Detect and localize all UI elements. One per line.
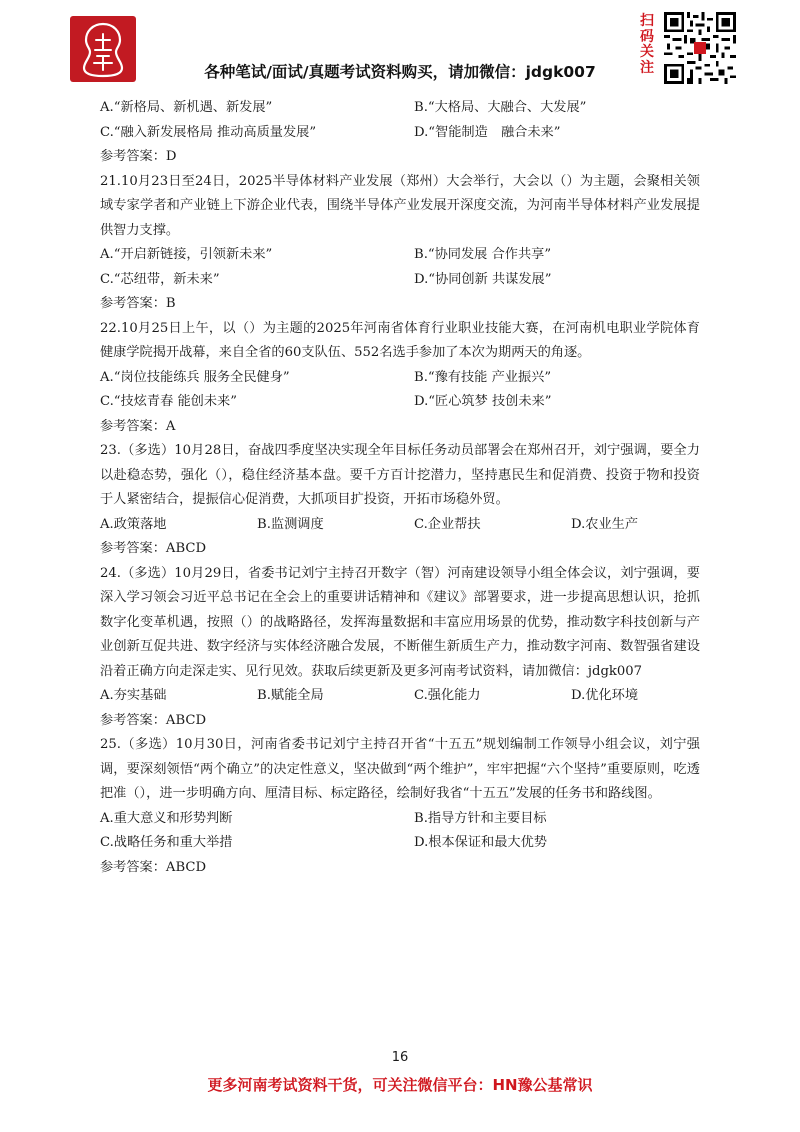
option-c: C.“芯纽带，新未来” [100, 271, 220, 287]
question-text: 24.（多选）10月29日，省委书记刘宁主持召开数字（智）河南建设领导小组全体会议，刘宁强调，要深入学习领会习近平总书记在全会上的重要讲话精神和《建议》部署要求，进一步提高思想认识，抢抓数字化变革机遇，按照（）的战略路径，发挥海量数据和丰富应用场景的优势，推动数字科技创新与产业创新互促共进、数字经济与实体经济融合发展，不断催生新质生产力，推动数字河南、数智强省建设沿着正确方向走深走实、见行见效。获取后续更新及更多河南考试资料，请加微信：jdgk007 [100, 565, 700, 679]
question-text: 21.10月23日至24日，2025半导体材料产业发展（郑州）大会举行，大会以（）为主题，会聚相关领域专家学者和产业链上下游企业代表，围绕半导体产业发展开深度交流，为河南半导体材料产业发展提供智力支撑。 [100, 173, 700, 238]
page-number: 16 [391, 1050, 409, 1065]
question-list [100, 96, 700, 880]
option-a: A.“开启新链接，引领新未来” [100, 247, 273, 262]
scan-label: 扫码关注 [640, 13, 654, 76]
answer: 参考答案：ABCD [100, 541, 207, 556]
answer: 参考答案：A [100, 418, 176, 434]
option-row [100, 268, 700, 293]
footer-promo: 更多河南考试资料干货，可关注微信平台：HN豫公基常识 [207, 1076, 593, 1094]
option-c: C.强化能力 [414, 688, 481, 703]
option-b: B.监测调度 [257, 516, 324, 532]
option-d: D.优化环境 [571, 688, 639, 703]
option-row [100, 684, 700, 709]
option-b: B.“协同发展 合作共享” [414, 247, 552, 262]
question-block [100, 96, 700, 170]
option-a: A.夯实基础 [100, 688, 167, 703]
answer: 参考答案：D [100, 149, 177, 164]
option-d: D.“匠心筑梦 技创未来” [414, 394, 552, 409]
answer: 参考答案：ABCD [100, 859, 207, 875]
option-c: C.“融入新发展格局 推动高质量发展” [100, 124, 317, 140]
question-text: 22.10月25日上午，以（）为主题的2025年河南省体育行业职业技能大赛，在河南机电职业学院体育健康学院揭开战幕，来自全省的60支队伍、552名选手参加了本次为期两天的角逐。 [100, 320, 700, 360]
answer: 参考答案：B [100, 296, 176, 311]
option-c: C.“技炫青春 能创未来” [100, 394, 237, 409]
qr-code-icon[interactable] [664, 12, 736, 84]
question-block [100, 317, 700, 440]
option-d: D.“智能制造 融合未来” [414, 124, 561, 140]
option-row [100, 366, 700, 391]
question-block [100, 562, 700, 734]
option-row [100, 513, 700, 538]
option-row [100, 390, 700, 415]
header-title: 各种笔试/面试/真题考试资料购买，请加微信：jdgk007 [204, 63, 596, 81]
question-block [100, 170, 700, 317]
option-row [100, 96, 700, 121]
option-c: C.战略任务和重大举措 [100, 835, 233, 850]
option-c: C.企业帮扶 [414, 516, 481, 532]
option-row [100, 121, 700, 146]
option-row [100, 243, 700, 268]
option-b: B.“豫有技能 产业振兴” [414, 369, 552, 385]
option-a: A.“新格局、新机遇、新发展” [100, 100, 273, 115]
option-a: A.重大意义和形势判断 [100, 810, 233, 826]
option-d: D.“协同创新 共谋发展” [414, 271, 552, 287]
option-b: B.赋能全局 [257, 688, 324, 703]
option-a: A.“岗位技能练兵 服务全民健身” [100, 369, 290, 385]
option-a: A.政策落地 [100, 516, 167, 532]
option-row [100, 807, 700, 832]
question-text: 25.（多选）10月30日，河南省委书记刘宁主持召开省“十五五”规划编制工作领导小组会议，刘宁强调，要深刻领悟“两个确立”的决定性意义，坚决做到“两个维护”，牢牢把握“六个坚持”重要原则，吃透把准（），进一步明确方向、厘清目标、标定路径，绘制好我省“十五五”发展的任务书和路线图。 [100, 737, 700, 801]
question-block [100, 733, 700, 880]
question-block [100, 439, 700, 562]
question-text: 23.（多选）10月28日，奋战四季度坚决实现全年目标任务动员部署会在郑州召开，刘宁强调，要全力以赴稳态势，强化（），稳住经济基本盘。要千方百计挖潜力，坚持惠民生和促消费、投资于物和投资于人紧密结合，提振信心促消费，大抓项目扩投资，开拓市场稳外贸。 [100, 443, 700, 507]
option-d: D.根本保证和最大优势 [414, 835, 547, 850]
option-row [100, 831, 700, 856]
option-d: D.农业生产 [571, 516, 639, 532]
option-b: B.指导方针和主要目标 [414, 810, 547, 826]
answer: 参考答案：ABCD [100, 712, 207, 728]
option-b: B.“大格局、大融合、大发展” [414, 100, 587, 115]
